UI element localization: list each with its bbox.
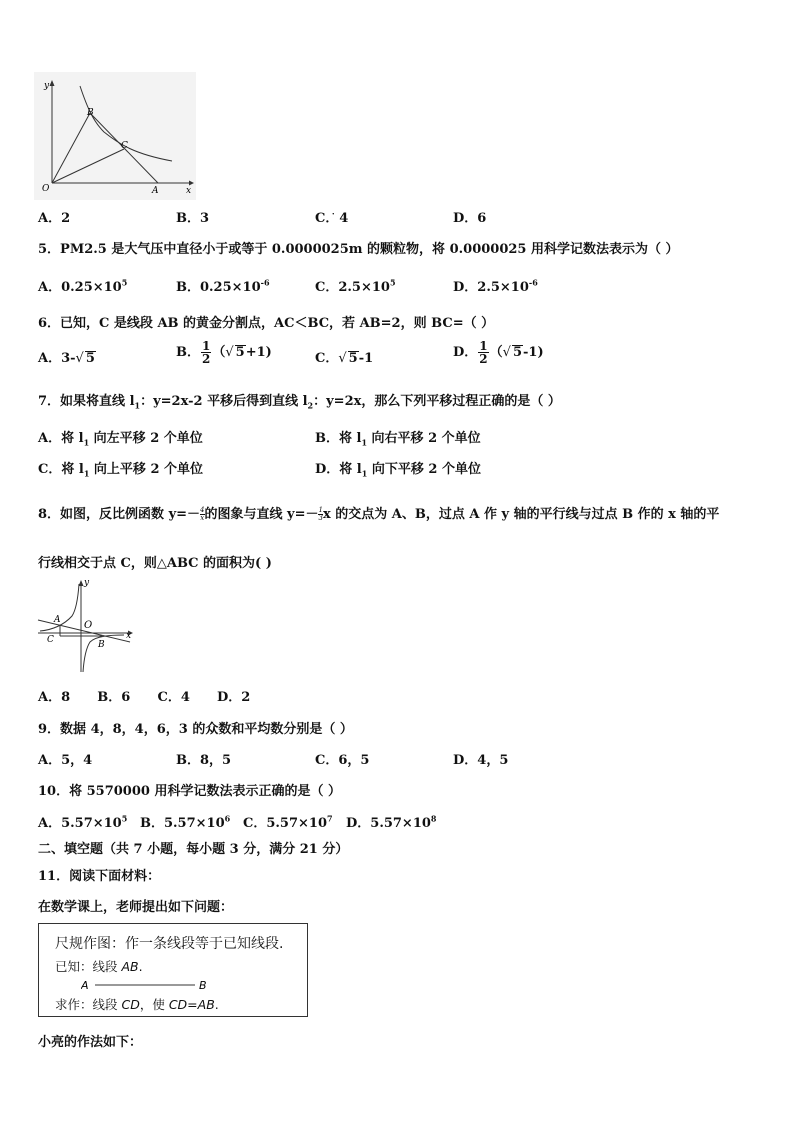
q8-options: A．8 B．6 C．4 D．2	[38, 690, 251, 705]
q5-c-text: C．2.5×10	[315, 280, 390, 295]
q7-a-post: 向左平移 2 个单位	[89, 431, 203, 446]
q10-d-exp: 8	[430, 813, 437, 824]
q7-stem	[38, 390, 561, 409]
q6-d-frac-num: 1	[479, 339, 488, 353]
q6-b-radicand: 5	[235, 345, 245, 360]
q11-given-seg: AB	[121, 959, 139, 974]
q8-stem-c: x 的交点为 A、B，过点 A 作 y 轴的平行线与过点 B 作的 x 轴的平	[322, 507, 720, 522]
q8-frac1-num: 4	[200, 506, 205, 514]
q4-option-c-mark: ·	[331, 208, 335, 219]
q11-stem: 11．阅读下面材料：	[38, 869, 161, 884]
q6-option-c: C．√ 5-1	[315, 351, 374, 366]
q5-option-d	[453, 276, 538, 295]
q6-d-tail: -1)	[523, 345, 544, 360]
q5-d-text: D．2.5×10	[453, 280, 529, 295]
q5-option-b	[176, 276, 270, 295]
q7-b-sub: 1	[361, 437, 368, 448]
q7-b-pre: B．将 l	[315, 431, 362, 446]
q8-label-c: C	[47, 635, 54, 645]
q5-b-text: B．0.25×10	[176, 280, 261, 295]
q10-b-text: B．5.57×10	[140, 816, 225, 831]
q11-given-prefix: 已知：线段	[55, 959, 122, 974]
q8-label-x: x	[126, 631, 132, 641]
q7-option-b	[315, 427, 481, 446]
label-b: B	[87, 108, 94, 118]
q10-option-a	[38, 812, 127, 831]
figure-q8-graph	[34, 576, 140, 676]
q7-sub2: 2	[307, 400, 314, 411]
q9-stem: 9．数据 4，8，4，6，3 的众数和平均数分别是（ ）	[38, 722, 353, 737]
q9-option-b: B．8，5	[176, 753, 232, 768]
q5-d-exp: -6	[528, 277, 538, 288]
q10-d-text: D．5.57×10	[346, 816, 431, 831]
q4-option-d: D．6	[453, 211, 487, 226]
q10-option-d	[346, 812, 437, 831]
q7-sub1: 1	[134, 400, 141, 411]
figure-q4-graph	[34, 72, 196, 200]
q11-after: 小亮的作法如下：	[38, 1035, 143, 1050]
q8-label-a: A	[54, 615, 61, 625]
q7-d-sub: 1	[361, 468, 368, 479]
q9-option-c: C．6，5	[315, 753, 370, 768]
q11-box-required	[55, 995, 219, 1013]
q11-req-suffix: .	[214, 997, 219, 1012]
q7-option-d	[315, 458, 481, 477]
q8-frac2-num: 1	[318, 506, 323, 514]
q10-option-b	[140, 812, 230, 831]
q10-stem: 10．将 5570000 用科学记数法表示正确的是（ ）	[38, 784, 341, 799]
q6-d-prefix: D．	[453, 345, 478, 360]
q6-b-tail: +1)	[245, 345, 272, 360]
q10-c-text: C．5.57×10	[243, 816, 327, 831]
q6-c-prefix: C．	[315, 351, 339, 366]
q7-stem-a: 7．如果将直线 l	[38, 394, 135, 409]
q11-segment-ab-drawing	[81, 975, 241, 995]
q6-option-d: D． $\frac{1}{2}$ （√ 5-1)	[453, 339, 544, 366]
q10-a-exp: 5	[121, 813, 128, 824]
label-a: A	[152, 186, 159, 196]
q4-option-a: A．2	[38, 211, 71, 226]
q5-a-exp: 5	[121, 277, 128, 288]
q4-option-c-value: 4	[339, 211, 349, 226]
q11-req-mid: ，使	[139, 997, 169, 1012]
section-fill-in-title: 二、填空题（共 7 小题，每小题 3 分，满分 21 分）	[38, 842, 349, 857]
label-x: x	[186, 186, 192, 196]
q7-b-post: 向右平移 2 个单位	[367, 431, 481, 446]
q11-box-title: 尺规作图：作一条线段等于已知线段.	[55, 936, 284, 952]
q7-a-pre: A．将 l	[38, 431, 84, 446]
q11-box-given	[55, 957, 143, 975]
q4-option-b: B．3	[176, 211, 210, 226]
q9-option-d: D．4，5	[453, 753, 509, 768]
q11-intro: 在数学课上，老师提出如下问题：	[38, 900, 234, 915]
q7-d-post: 向下平移 2 个单位	[367, 462, 481, 477]
q5-c-exp: 5	[389, 277, 396, 288]
q8-label-y: y	[84, 578, 90, 588]
q6-stem: 6．已知，C 是线段 AB 的黄金分割点，AC＜BC，若 AB=2，则 BC=（ ）	[38, 316, 495, 331]
q5-option-c	[315, 276, 396, 295]
q8-stem-a: 8．如图，反比例函数 y=－	[38, 507, 201, 522]
q11-problem-box	[38, 923, 308, 1017]
q7-option-a	[38, 427, 203, 446]
q6-d-frac-den: 2	[479, 352, 488, 366]
q4-option-c-label: C．	[315, 211, 332, 226]
q7-c-pre: C．将 l	[38, 462, 84, 477]
q8-frac2-den: 3	[318, 514, 323, 522]
q8-label-o: O	[84, 620, 93, 631]
q11-given-suffix: .	[138, 959, 143, 974]
q8-stem-b: 的图象与直线 y=－	[204, 507, 319, 522]
q10-c-exp: 7	[327, 813, 333, 824]
q11-req-eq: CD=AB	[168, 997, 215, 1012]
label-c: C	[121, 141, 128, 151]
q8-stem-line2: 行线相交于点 C，则△ABC 的面积为( )	[38, 556, 272, 571]
q6-b-frac-den: 2	[202, 352, 211, 366]
q6-c-tail: -1	[358, 351, 374, 366]
q8-stem-line1	[38, 503, 719, 522]
q5-stem: 5．PM2.5 是大气压中直径小于或等于 0.0000025m 的颗粒物，将 0.0000025 用科学记数法表示为（ ）	[38, 242, 679, 257]
q10-a-text: A．5.57×10	[38, 816, 122, 831]
q6-a-radicand: 5	[85, 351, 95, 366]
q6-option-a: A．3-√ 5	[38, 351, 95, 366]
q7-c-post: 向上平移 2 个单位	[89, 462, 204, 477]
q10-b-exp: 6	[224, 813, 231, 824]
q7-c-sub: 1	[83, 468, 90, 479]
q5-option-a	[38, 276, 127, 295]
q6-a-prefix: A．3-	[38, 351, 76, 366]
q7-option-c	[38, 458, 203, 477]
q4-option-c	[315, 207, 348, 226]
q10-option-c	[243, 812, 333, 831]
q6-c-radicand: 5	[348, 351, 358, 366]
q9-option-a: A．5，4	[38, 753, 93, 768]
label-o: O	[42, 184, 50, 194]
q6-b-prefix: B．	[176, 345, 200, 360]
q6-d-lparen: （	[489, 345, 503, 360]
q7-stem-c: ：y=2x，那么下列平移过程正确的是（ ）	[313, 394, 561, 409]
q11-seg-label-b: B	[199, 979, 207, 992]
q6-b-frac-num: 1	[202, 339, 211, 353]
q11-seg-label-a: A	[81, 979, 89, 992]
q5-b-exp: -6	[260, 277, 270, 288]
q7-d-pre: D．将 l	[315, 462, 362, 477]
label-y: y	[44, 81, 50, 91]
q6-b-lparen: （	[212, 345, 226, 360]
q5-a-text: A．0.25×10	[38, 280, 122, 295]
q11-req-seg: CD	[121, 997, 140, 1012]
q6-option-b: B． $\frac{1}{2}$ （√ 5+1)	[176, 339, 272, 366]
q8-label-b: B	[98, 640, 105, 650]
q11-req-prefix: 求作：线段	[55, 997, 122, 1012]
q8-frac1-den: x	[200, 514, 205, 522]
q6-d-radicand: 5	[512, 345, 522, 360]
q7-a-sub: 1	[83, 437, 90, 448]
figure-background	[34, 72, 196, 200]
q7-stem-b: ：y=2x-2 平移后得到直线 l	[140, 394, 308, 409]
